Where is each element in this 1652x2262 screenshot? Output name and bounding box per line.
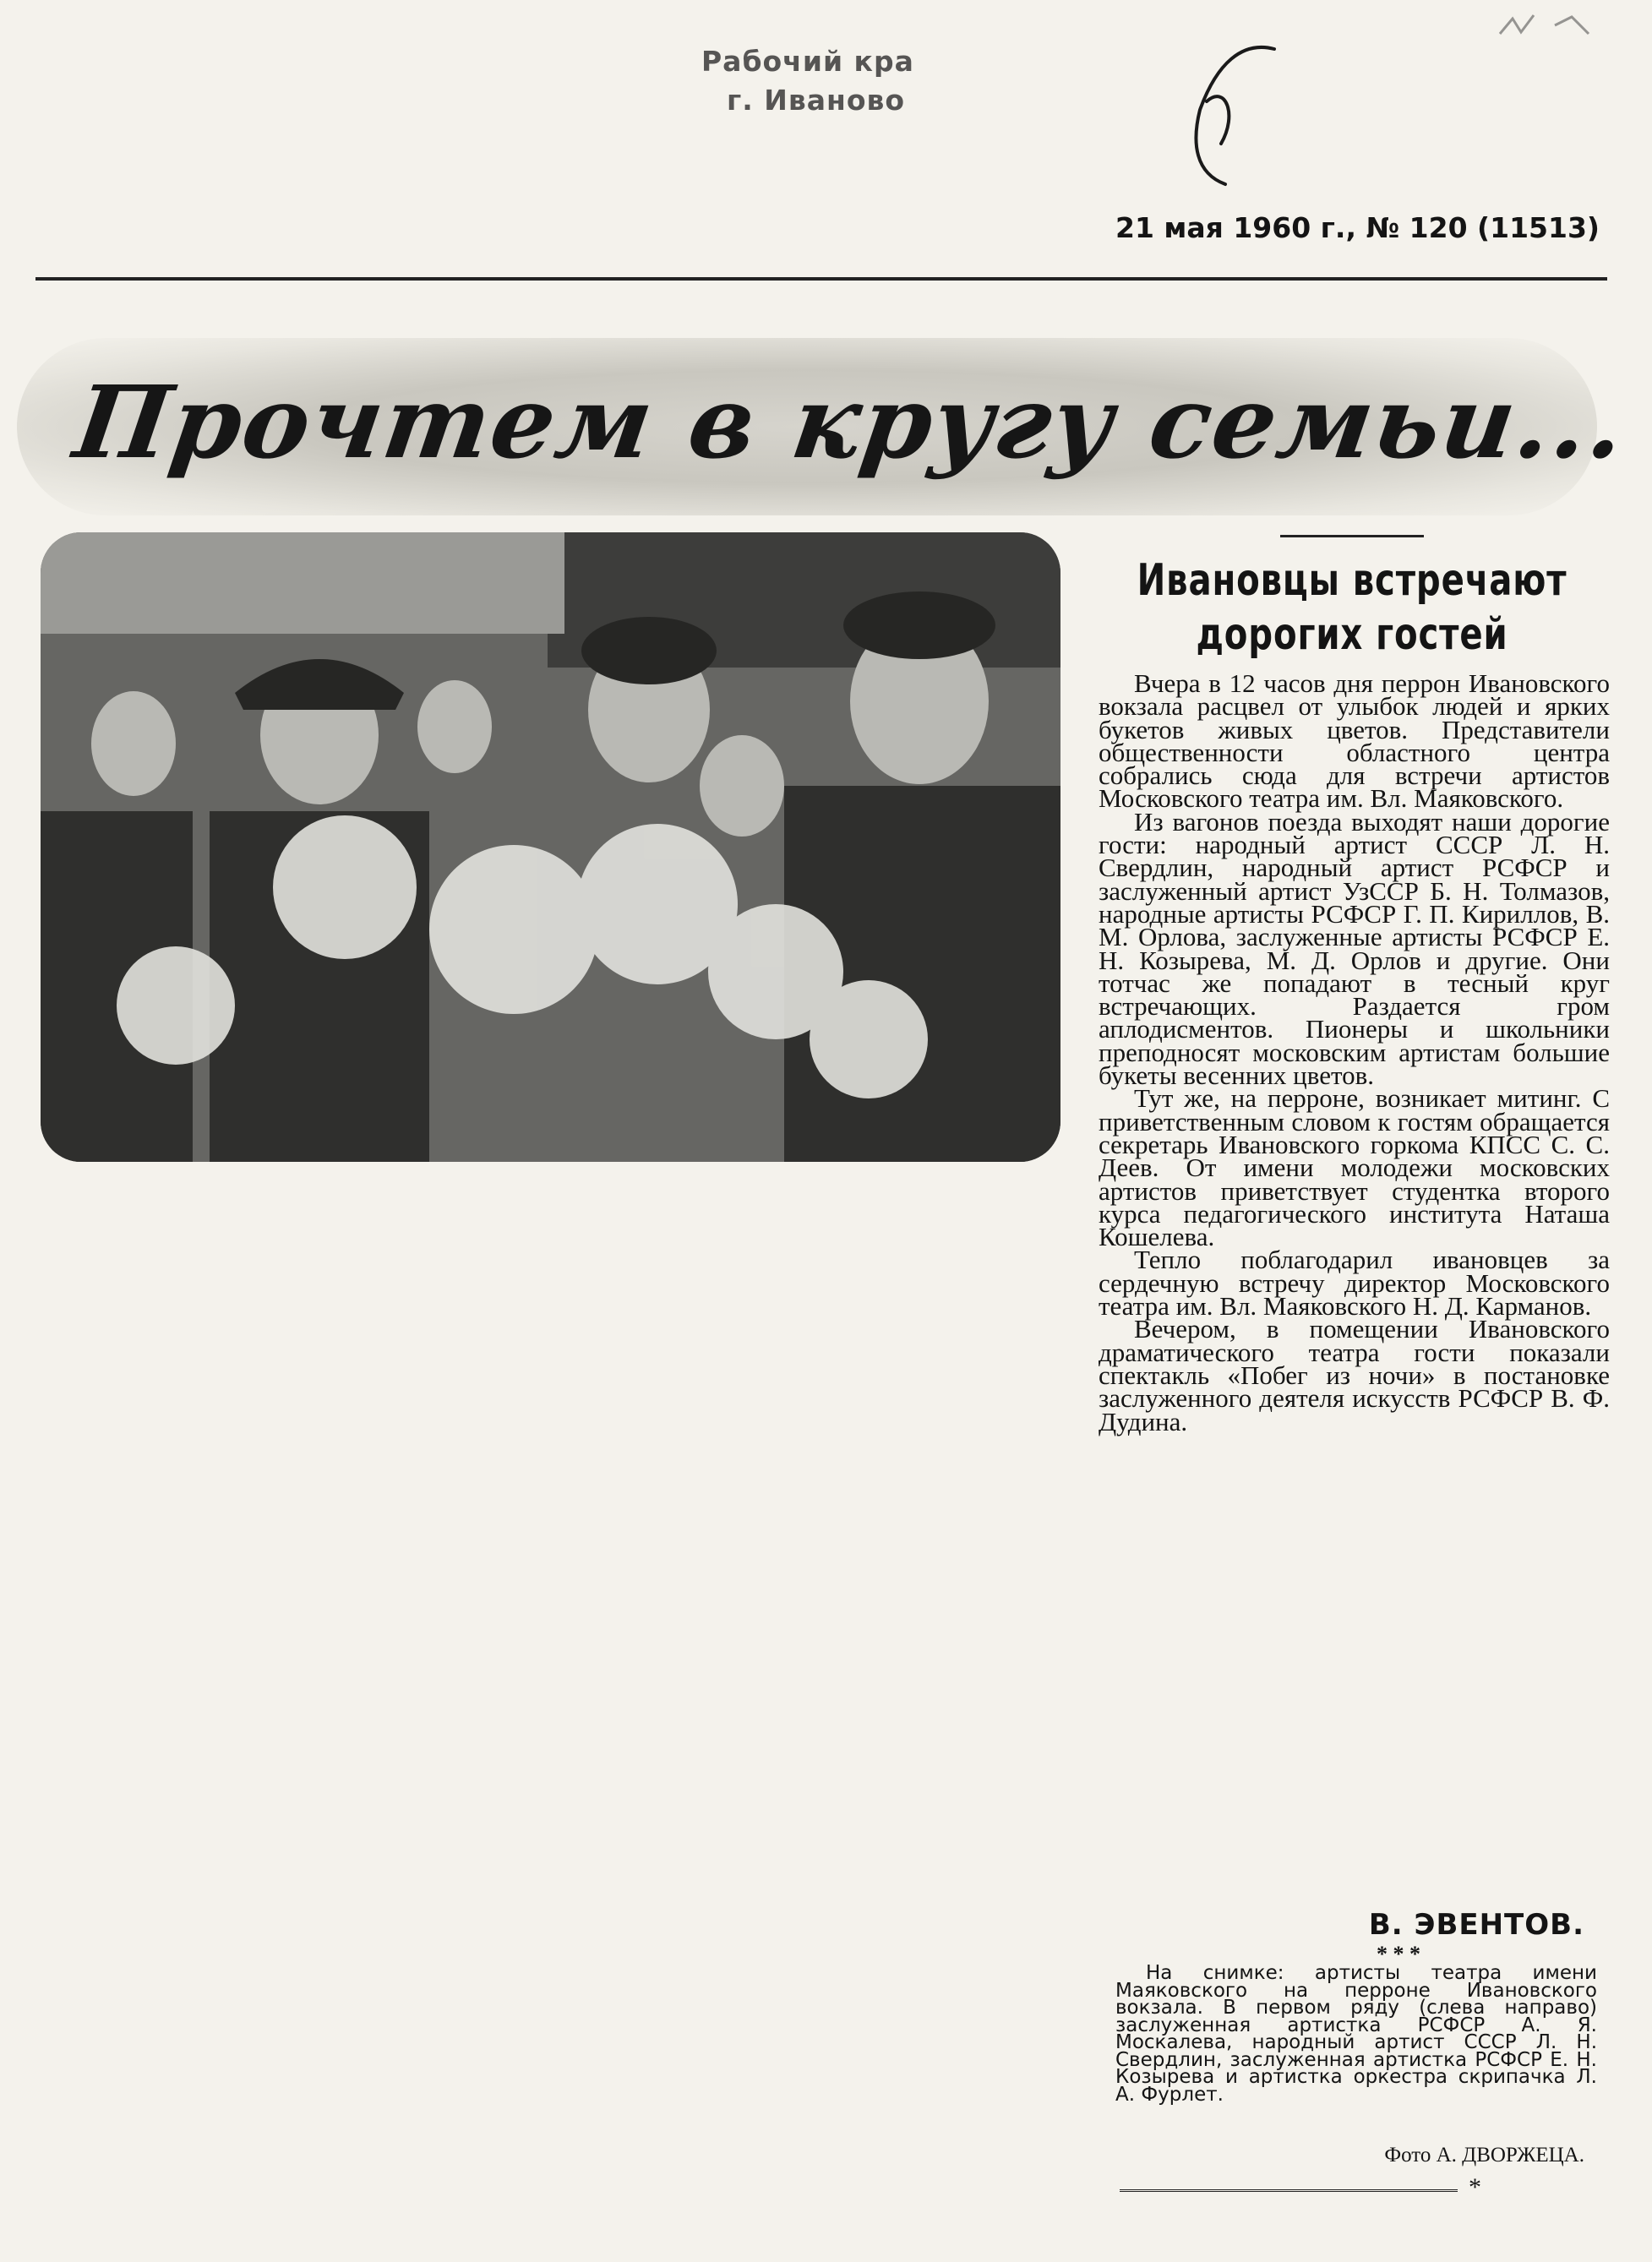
corner-scribble xyxy=(1496,8,1597,42)
article-paragraph: Тепло поблагодарил ивановцев за сердечную встречу директор Московского театра им. Вл. Маяковского Н. Д. Карманов. xyxy=(1099,1245,1610,1322)
article-paragraph: Тут же, на перроне, возникает митинг. С приветственным словом к гостям обращается секретарь Ивановского горкома КПСС С. С. Деев. От имени молодежи московских артистов приветствует студентка второго курса педагогического института Наташа Кошелева. xyxy=(1099,1083,1610,1252)
photo-credit: Фото А. ДВОРЖЕЦА. xyxy=(1384,2144,1584,2167)
photo-caption xyxy=(1115,1962,1597,2106)
page-headline: Прочтем в кругу семьи... xyxy=(68,363,1634,481)
article-paragraph: Вчера в 12 часов дня перрон Ивановского вокзала расцвел от улыбок людей и ярких букетов живых цветов. Представители общественности областного центра собрались сюда для встречи артистов Московского театра им. Вл. Маяковского. xyxy=(1099,668,1610,814)
bottom-rule xyxy=(1120,2189,1458,2194)
article-title-line-2: дорогих гостей xyxy=(1196,609,1508,660)
issue-date: 21 мая 1960 г., № 120 (11513) xyxy=(1115,211,1600,244)
handwritten-mark xyxy=(1175,34,1310,194)
stamp-newspaper-name: Рабочий кра xyxy=(701,45,914,78)
top-rule xyxy=(35,277,1607,281)
stamp-city: г. Иваново xyxy=(727,84,906,117)
end-ornament: * xyxy=(1469,2173,1481,2201)
article-body xyxy=(1099,668,1610,1436)
article-paragraph: Из вагонов поезда выходят наши дорогие гости: народный артист СССР Л. Н. Свердлин, народный артист РСФСР и заслуженный артист УзССР Б. Н. Толмазов, народные артисты РСФСР Г. П. Кириллов, В. М. Орлова, заслуженные артисты РСФСР Е. Н. Козырева, М. Д. Орлов и другие. Они тотчас же попадают в тесный круг встречающих. Раздается гром аплодисментов. Пионеры и школьники преподносят московским артистам большие букеты весенних цветов. xyxy=(1099,806,1610,1091)
article-title xyxy=(1126,553,1577,662)
newspaper-stamp xyxy=(701,42,989,120)
section-separator: * * * xyxy=(1377,1942,1420,1966)
caption-text: На снимке: артисты театра имени Маяковского на перроне Ивановского вокзала. В первом ряду (слева направо) заслуженная артистка РСФСР А. Я. Москалева, народный артист СССР Л. Н. Свердлин, заслуженная артистка РСФСР Е. Н. Козырева и артистка оркестра скрипачка Л. А. Фурлет. xyxy=(1115,1962,1597,2106)
article-paragraph: Вечером, в помещении Ивановского драматического театра гости показали спектакль «Побег из ночи» в постановке заслуженного деятеля искусств РСФСР В. Ф. Дудина. xyxy=(1099,1314,1610,1436)
author-signature: В. ЭВЕНТОВ. xyxy=(1368,1908,1584,1942)
article-title-line-1: Ивановцы встречают xyxy=(1137,555,1567,606)
news-photo xyxy=(41,532,1060,1162)
title-rule xyxy=(1280,535,1424,537)
